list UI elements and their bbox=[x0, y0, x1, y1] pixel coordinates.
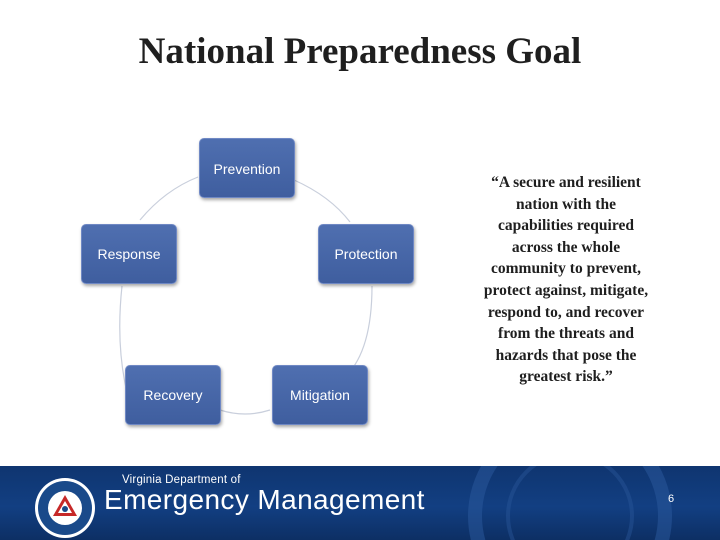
goal-quote bbox=[466, 172, 666, 388]
footer-banner bbox=[0, 466, 720, 540]
cycle-node-recovery[interactable] bbox=[125, 365, 221, 425]
cycle-node-label: Mitigation bbox=[290, 387, 350, 403]
quote-line: “A secure and resilient bbox=[491, 174, 641, 191]
watermark-seal-icon bbox=[420, 466, 680, 540]
cycle-node-mitigation[interactable] bbox=[272, 365, 368, 425]
slide-title: National Preparedness Goal bbox=[138, 31, 582, 72]
connector-protection-mitigation bbox=[346, 286, 372, 376]
vdem-seal-icon bbox=[33, 476, 97, 540]
cycle-node-label: Protection bbox=[334, 246, 398, 262]
quote-line: nation with the bbox=[516, 195, 616, 213]
cycle-node-label: Prevention bbox=[213, 161, 281, 177]
connector-response-prevention bbox=[140, 177, 198, 220]
agency-name: Emergency Management bbox=[104, 484, 425, 515]
quote-line: protect against, mitigate, bbox=[483, 281, 649, 299]
cycle-node-label: Response bbox=[97, 246, 161, 262]
quote-line: hazards that pose the bbox=[495, 346, 637, 364]
quote-line: from the threats and bbox=[498, 325, 634, 343]
cycle-node-response[interactable] bbox=[81, 224, 177, 284]
quote-line: greatest risk.” bbox=[519, 368, 613, 386]
quote-line: capabilities required bbox=[498, 217, 634, 235]
quote-line: respond to, and recover bbox=[487, 303, 645, 321]
connector-prevention-protection bbox=[294, 180, 350, 222]
cycle-node-label: Recovery bbox=[143, 387, 203, 403]
cycle-node-prevention[interactable] bbox=[199, 138, 295, 198]
quote-line: across the whole bbox=[511, 238, 621, 256]
quote-line: community to prevent, bbox=[491, 260, 641, 278]
page-number: 6 bbox=[668, 493, 675, 505]
cycle-node-protection[interactable] bbox=[318, 224, 414, 284]
department-label: Virginia Department of bbox=[122, 474, 241, 486]
connector-mitigation-recovery bbox=[220, 410, 270, 414]
